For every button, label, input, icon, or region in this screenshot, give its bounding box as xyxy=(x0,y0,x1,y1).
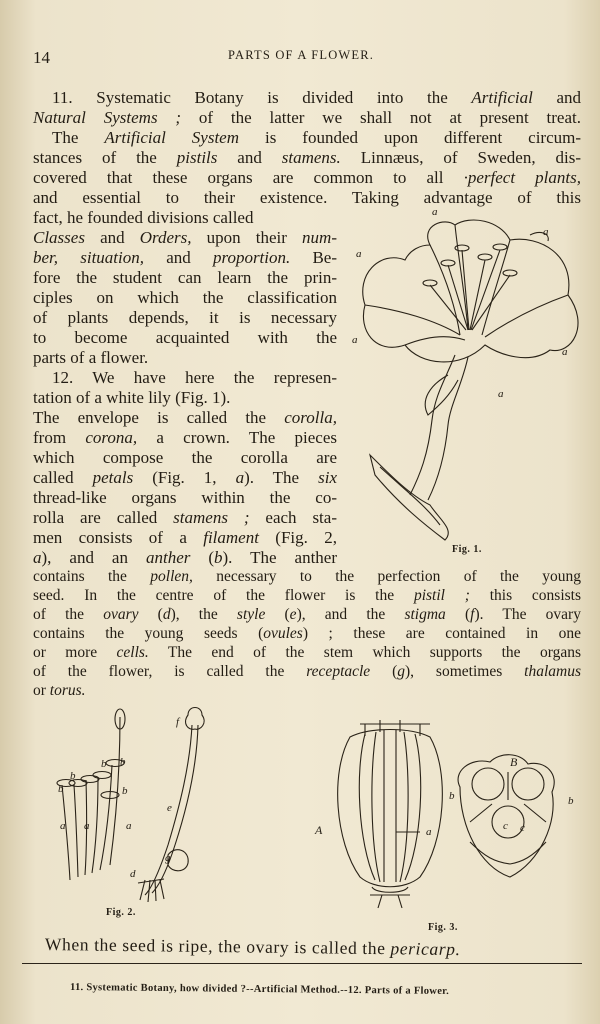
footer-questions: 11. Systematic Botany, how divided ?--Artificial Method.--12. Parts of a Flower. xyxy=(69,982,450,997)
text-line: which compose the corolla are xyxy=(33,448,337,467)
text-line: rolla are called stamens ; each sta- xyxy=(33,508,337,527)
running-head: PARTS OF A FLOWER. xyxy=(228,48,375,62)
figure-label: a xyxy=(426,826,432,838)
text-line: called petals (Fig. 1, a). The six xyxy=(33,468,337,487)
text-line: The Artificial System is founded upon different circum- xyxy=(52,128,582,147)
text-line: ciples on which the classification xyxy=(33,288,337,307)
figure-label: b xyxy=(120,756,126,768)
text-line: men consists of a filament (Fig. 2, xyxy=(33,528,337,547)
text-line: from corona, a crown. The pieces xyxy=(33,428,337,447)
figure-label: f xyxy=(176,716,180,728)
figure-label: a xyxy=(84,820,90,832)
text-line: fact, he founded divisions called xyxy=(33,208,254,227)
text-line: 12. We have here the represen- xyxy=(52,368,337,387)
figure-label: d xyxy=(130,868,136,880)
figure-3-caption: Fig. 3. xyxy=(428,922,458,933)
figure-label: A xyxy=(315,823,323,837)
text-line: of plants depends, it is necessary xyxy=(33,308,337,327)
text-line: 11. Systematic Botany is divided into the Artificial and xyxy=(52,88,582,107)
figure-1-caption: Fig. 1. xyxy=(452,544,482,555)
figure-label: b xyxy=(101,758,107,770)
text-line: tation of a white lily (Fig. 1). xyxy=(33,388,231,407)
figure-label: b xyxy=(449,790,455,802)
figure-label: c xyxy=(503,820,508,832)
figure-label: a xyxy=(356,248,362,260)
text-line: of the flower, is called the receptacle (g), sometimes thalamus xyxy=(33,663,581,680)
figure-label: a xyxy=(432,206,438,218)
text-line: Natural Systems ; of the latter we shall not at present treat. xyxy=(33,108,581,127)
figure-1-lily-illustration xyxy=(350,205,590,545)
text-line: ber, situation, and proportion. Be- xyxy=(33,248,337,267)
text-line: Classes and Orders, upon their num- xyxy=(33,228,337,247)
text-line: contains the pollen, necessary to the perfection of the young xyxy=(33,568,581,585)
figure-label: a xyxy=(543,226,549,238)
footer-rule xyxy=(22,963,582,964)
text-line: or more cells. The end of the stem which supports the organs xyxy=(33,644,581,661)
text-line: to become acquainted with the xyxy=(33,328,337,347)
figure-label: a xyxy=(60,820,66,832)
figure-label: b xyxy=(58,783,64,795)
text-line: a), and an anther (b). The anther xyxy=(33,548,337,567)
text-line: The envelope is called the corolla, xyxy=(33,408,337,427)
text-line: contains the young seeds (ovules) ; these are contained in one xyxy=(33,625,581,642)
page-number: 14 xyxy=(33,48,50,67)
figure-3-ovary-sections-illustration xyxy=(320,712,580,912)
figure-label: g xyxy=(165,852,171,864)
figure-label: b xyxy=(122,785,128,797)
text-line: fore the student can learn the prin- xyxy=(33,268,337,287)
figure-label: B xyxy=(510,755,518,769)
figure-label: b xyxy=(568,795,574,807)
figure-label: e xyxy=(167,802,172,814)
figure-label: c xyxy=(520,822,525,834)
pericarp-sentence: When the seed is ripe, the ovary is called the pericarp. xyxy=(44,934,461,960)
text-line: covered that these organs are common to all ·perfect plants, xyxy=(33,168,581,187)
figure-label: a xyxy=(498,388,504,400)
text-line: stances of the pistils and stamens. Linnæus, of Sweden, dis- xyxy=(33,148,581,167)
text-line: seed. In the centre of the flower is the pistil ; this consists xyxy=(33,587,582,604)
text-line: thread-like organs within the co- xyxy=(33,488,337,507)
figure-label: a xyxy=(126,820,132,832)
text-line: of the ovary (d), the style (e), and the stigma (f). The ovary xyxy=(33,606,581,623)
text-line: parts of a flower. xyxy=(33,348,149,367)
figure-label: a xyxy=(352,334,358,346)
figure-label: b xyxy=(70,770,76,782)
figure-2-caption: Fig. 2. xyxy=(106,907,136,918)
text-line: or torus. xyxy=(33,682,86,699)
figure-label: a xyxy=(562,346,568,358)
text-line: and essential to their existence. Taking advantage of this xyxy=(33,188,581,207)
